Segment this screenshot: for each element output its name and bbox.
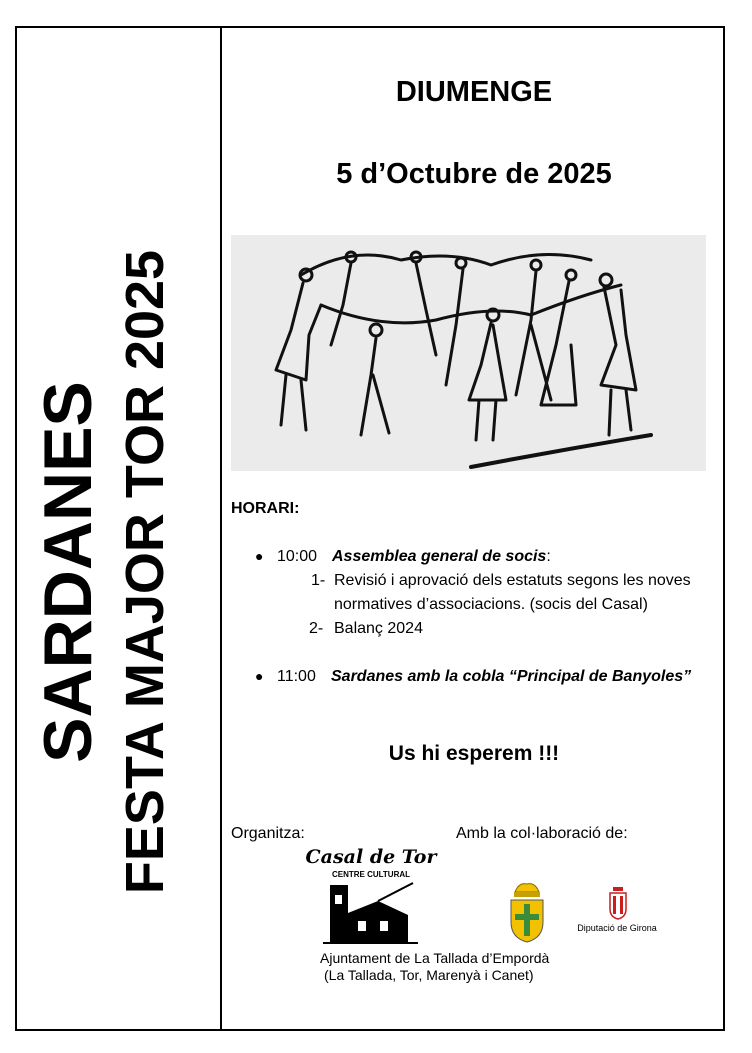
organiza-label: Organitza: — [231, 825, 305, 842]
subitem-text: Revisió i aprovació dels estatuts segons les noves — [334, 572, 691, 589]
casal-de-tor-logo — [305, 843, 437, 948]
date-heading: 5 d’Octubre de 2025 — [336, 158, 612, 190]
sidebar-subtitle: FESTA MAJOR TOR 2025 — [115, 249, 175, 895]
schedule-item-title: Sardanes amb la cobla “Principal de Banyoles” — [331, 668, 692, 685]
bullet-dot: ● — [255, 668, 264, 684]
subitem-number: 1- — [311, 572, 326, 589]
ajuntament-name: Ajuntament de La Tallada d’Empordà — [320, 950, 550, 966]
schedule-item-suffix: : — [546, 548, 551, 565]
schedule-heading: HORARI: — [231, 500, 300, 517]
schedule-item-title-row — [332, 548, 551, 566]
schedule-item-title: Assemblea general de socis — [332, 548, 547, 565]
collaboration-label: Amb la col·laboració de: — [456, 825, 628, 842]
ajuntament-shield-icon — [505, 880, 549, 944]
schedule-item-time: 11:00 — [277, 668, 316, 685]
closing-message: Us hi esperem !!! — [388, 742, 560, 765]
schedule-item-time: 10:00 — [277, 548, 318, 565]
subitem-text: Balanç 2024 — [334, 620, 423, 637]
bullet-dot: ● — [255, 548, 264, 564]
subitem-number: 2- — [309, 620, 324, 637]
day-heading: DIUMENGE — [395, 76, 553, 108]
casal-logo-subtitle: CENTRE CULTURAL — [331, 870, 411, 879]
ajuntament-villages: (La Tallada, Tor, Marenyà i Canet) — [324, 967, 534, 983]
diputacio-label: Diputació de Girona — [577, 923, 657, 933]
casal-logo-title: Casal de Tor — [305, 846, 437, 868]
sardana-dancers-illustration — [231, 235, 706, 471]
sidebar-title: SARDANES — [30, 381, 106, 763]
subitem-text-continued: normatives d’associacions. (socis del Casal) — [334, 596, 648, 613]
